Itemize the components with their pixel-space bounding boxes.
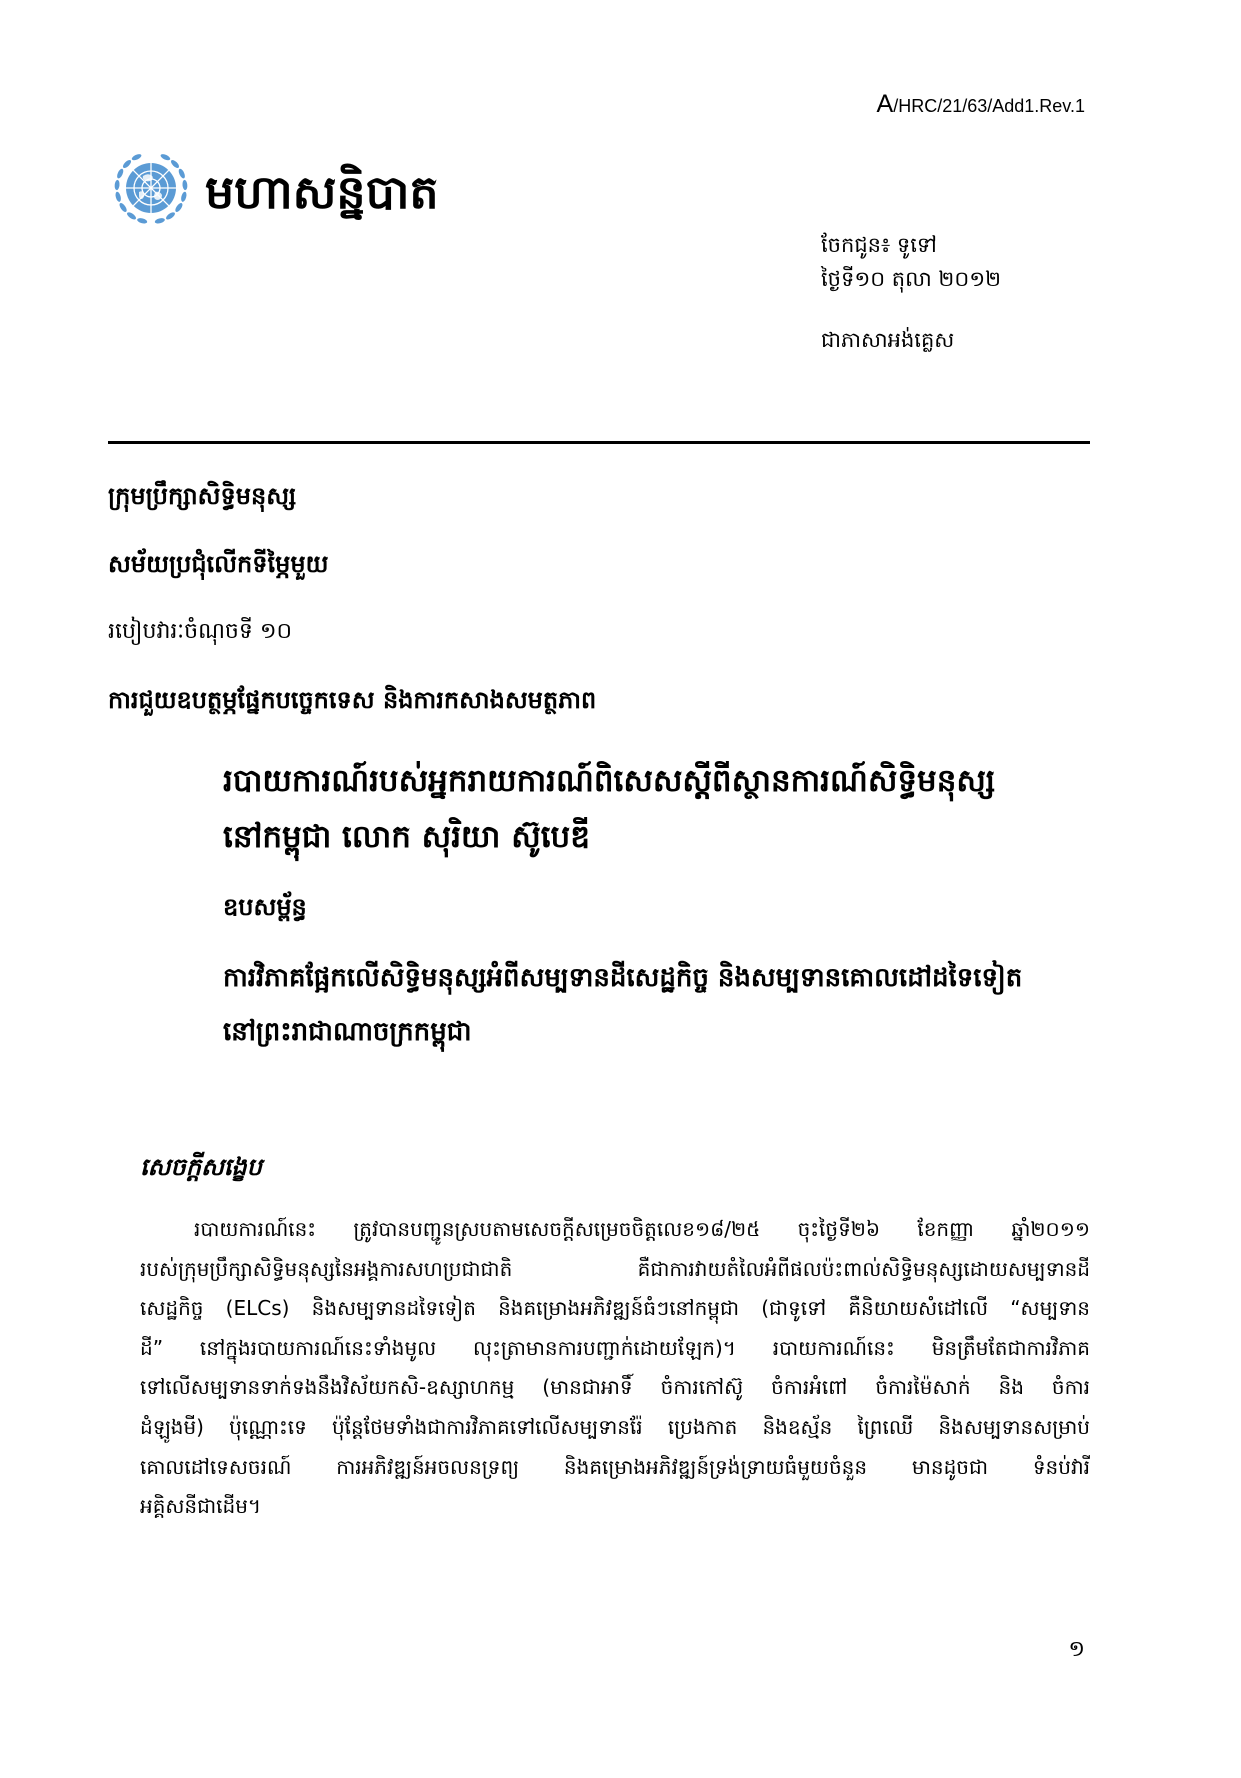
annex-label: ឧបសម្ព័ន្ធ <box>223 893 307 921</box>
distribution-spacer <box>821 296 1083 323</box>
annex-title <box>223 951 1083 1059</box>
summary-line: របស់ក្រុមប្រឹក្សាសិទ្ធិមនុស្សនៃអង្គការសហប្រជាជាតិ គឺជាការវាយតំលៃអំពីផលប៉ះពាល់សិទ្ធិមនុស្សដោយសម្បទានដី <box>140 1256 1090 1281</box>
report-title <box>223 753 1083 865</box>
laurel-leaf <box>174 202 184 213</box>
laurel-leaf <box>160 153 171 162</box>
page-number: ១ <box>1068 1637 1085 1662</box>
un-emblem-icon <box>108 148 194 228</box>
agenda-item: របៀបវារៈចំណុចទី ១០ <box>108 619 293 644</box>
organ-title: មហាសន្និបាត <box>205 165 439 219</box>
document-symbol-rest: /HRC/21/63/Add1.Rev.1 <box>893 96 1085 116</box>
laurel-leaf <box>118 202 128 213</box>
laurel-leaf <box>126 211 137 221</box>
report-title-line: របាយការណ៍របស់អ្នករាយការណ៍ពិសេសស្តីពីស្ថានការណ៍សិទ្ធិមនុស្ស <box>223 763 996 799</box>
laurel-leaf <box>122 159 133 170</box>
laurel-leaf <box>180 191 187 202</box>
document-symbol <box>877 88 1085 122</box>
laurel-leaf <box>170 159 181 170</box>
summary-paragraph <box>140 1210 1090 1527</box>
laurel-leaf <box>177 168 186 179</box>
globe-grid <box>126 163 176 213</box>
council-name: ក្រុមប្រឹក្សាសិទ្ធិមនុស្ស <box>108 482 297 510</box>
agenda-title: ការជួយឧបត្ថម្ភផ្នែកបច្ចេកទេស និងការកសាងសមត្ថភាព <box>108 686 597 714</box>
annex-title-line: នៅព្រះរាជាណាចក្រកម្ពុជា <box>223 1017 472 1047</box>
summary-line: ទៅលើសម្បទានទាក់ទងនឹងវិស័យកសិ-ឧស្សាហកម្ម (មានជាអាទិ៍ ចំការកៅស៊ូ ចំការអំពៅ ចំការម៉ៃសាក់ និង ចំការ <box>140 1375 1090 1400</box>
header-divider <box>108 441 1090 444</box>
summary-line: ដី” នៅក្នុងរបាយការណ៍នេះទាំងមូល លុះត្រាមានការបញ្ជាក់ដោយឡែក)។ របាយការណ៍នេះ មិនត្រឹមតែជាការវិភាគ <box>140 1335 1090 1360</box>
laurel-leaf <box>115 191 122 202</box>
summary-line: គោលដៅទេសចរណ៍ ការអភិវឌ្ឍន៍អចលនទ្រព្យ និងគម្រោងអភិវឌ្ឍន៍ទ្រង់ទ្រាយធំមួយចំនួន មានដូចជា ទំនប់វារី <box>140 1454 1090 1479</box>
summary-line: របាយការណ៍នេះ ត្រូវបានបញ្ជូនស្របតាមសេចក្តីសម្រេចចិត្តលេខ១៨/២៥ ចុះថ្ងៃទី២៦ ខែកញ្ញា ឆ្នាំ២០១១ <box>194 1217 1090 1241</box>
distribution-language: ជាភាសាអង់គ្លេស <box>821 328 955 352</box>
session-name: សម័យប្រជុំលើកទីម្ភៃមួយ <box>108 550 329 578</box>
laurel-leaf <box>165 211 176 221</box>
annex-title-line: ការវិភាគផ្អែកលើសិទ្ធិមនុស្សអំពីសម្បទានដីសេដ្ឋកិច្ច និងសម្បទានគោលដៅដទៃទៀត <box>223 963 1023 993</box>
laurel-leaf <box>154 217 165 224</box>
laurel-leaf <box>137 217 148 224</box>
document-symbol-prefix: A <box>876 90 894 118</box>
report-title-line: នៅកម្ពុជា លោក សុរិយា ស៊ូបេឌី <box>223 819 590 855</box>
laurel-leaf <box>182 180 188 191</box>
distribution-date: ថ្ងៃទី១០ តុលា ២០១២ <box>821 267 1001 291</box>
laurel-leaf <box>131 153 142 162</box>
summary-heading: សេចក្តីសង្ខេប <box>140 1153 262 1181</box>
laurel-leaf <box>114 180 120 191</box>
summary-line: សេដ្ឋកិច្ច (ELCs) និងសម្បទានដទៃទៀត និងគម្រោងអភិវឌ្ឍន៍ធំៗនៅកម្ពុជា (ជាទូទៅ គឺនិយាយសំដៅលើ “សម្បទាន <box>140 1296 1090 1321</box>
distribution-block <box>821 228 1083 357</box>
summary-line: អគ្គិសនីជាដើម។ <box>140 1494 262 1519</box>
distribution-general: ចែកជូន៖ ទូទៅ <box>821 233 937 257</box>
summary-line: ដំឡូងមី) ប៉ុណ្ណោះទេ ប៉ុន្តែថែមទាំងជាការវិភាគទៅលើសម្បទានរ៉ែ ប្រេងកាត និងឧស្ម័ន ព្រៃឈើ និងសម្បទានសម្រាប់ <box>140 1414 1090 1439</box>
laurel-leaf <box>116 168 125 179</box>
